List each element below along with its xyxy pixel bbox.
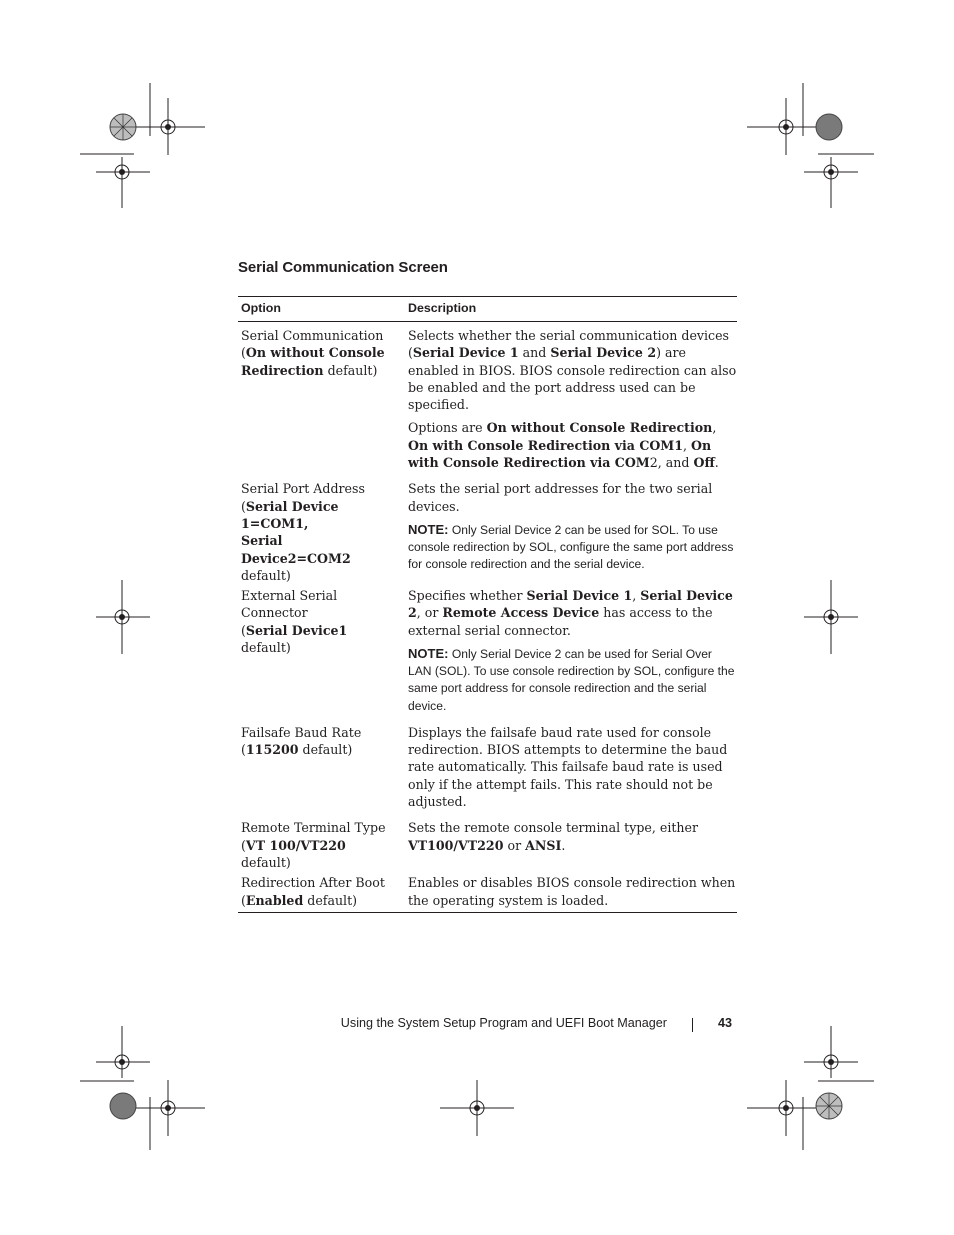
page-number: 43 — [718, 1016, 733, 1030]
column-header-description: Description — [408, 301, 477, 315]
note: NOTE: Only Serial Device 2 can be used for SOL. To use console redirection by SOL, configure the same port address for console redirection and the serial device. — [408, 521, 734, 572]
page-footer — [0, 1016, 954, 1036]
table-row — [238, 816, 737, 871]
description-cell: Sets the remote console terminal type, either VT100/VT220 or ANSI. — [408, 820, 699, 853]
section-title: Serial Communication Screen — [238, 259, 448, 276]
description-cell: Enables or disables BIOS console redirection when the operating system is loaded. — [408, 875, 736, 908]
description-cell: Selects whether the serial communication devices (Serial Device 1 and Serial Device 2) are enabled in BIOS. BIOS console redirection can also be enabled and the port address used can be specified. Options are On without Console Redirection, On with Console Redirection via COM1, On with Console Redirection via COM2, and Off. — [408, 328, 737, 471]
column-header-option: Option — [241, 301, 281, 315]
option-cell: Remote Terminal Type (VT 100/VT220 default) — [241, 820, 386, 870]
table-row — [238, 721, 737, 816]
option-cell: External Serial Connector (Serial Device1 default) — [241, 588, 348, 656]
footer-divider — [692, 1018, 693, 1032]
option-cell: Serial Port Address (Serial Device 1=COM1, Serial Device2=COM2 default) — [241, 481, 365, 583]
table-header — [238, 296, 737, 322]
description-cell: Sets the serial port addresses for the two serial devices. NOTE: Only Serial Device 2 can be used for SOL. To use console redirection by SOL, configure the same port address for console redirection and the serial device. — [408, 480, 737, 584]
footer-chapter-title: Using the System Setup Program and UEFI Boot Manager — [340, 1016, 667, 1030]
table-row — [238, 322, 737, 477]
description-cell: Specifies whether Serial Device 1, Serial Device 2, or Remote Access Device has access to the external serial connector. NOTE: Only Serial Device 2 can be used for Serial Over LAN (SOL). To use console redirection by SOL, configure the same port address for console redirection and the serial device. — [408, 587, 737, 721]
option-cell: Failsafe Baud Rate (115200 default) — [241, 724, 362, 758]
table-row — [238, 584, 737, 721]
options-table — [238, 296, 737, 913]
option-cell: Serial Communication (On without Console Redirection default) — [241, 328, 385, 378]
option-cell: Redirection After Boot (Enabled default) — [241, 875, 385, 908]
table-row — [238, 477, 737, 584]
table-row — [238, 871, 737, 913]
note: NOTE: Only Serial Device 2 can be used for Serial Over LAN (SOL). To use console redirection by SOL, configure the same port address for console redirection and the serial device. — [408, 646, 735, 713]
description-cell: Displays the failsafe baud rate used for console redirection. BIOS attempts to determine the baud rate automatically. This failsafe baud rate is used only if the attempt fails. This rate should not be adjusted. — [408, 724, 728, 810]
